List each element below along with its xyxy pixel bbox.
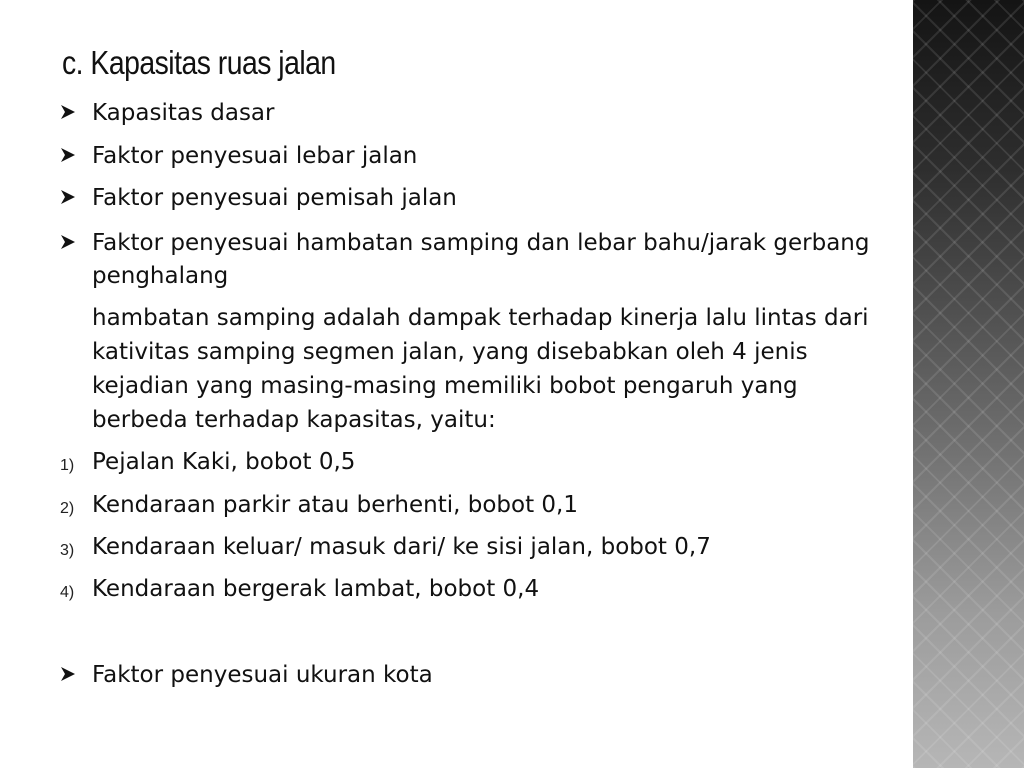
arrowhead-bullet-icon	[60, 182, 80, 214]
numbered-item: Kendaraan bergerak lambat, bobot 0,4	[92, 576, 540, 602]
numbered-item: Kendaraan keluar/ masuk dari/ ke sisi jalan, bobot 0,7	[92, 534, 711, 560]
paragraph-line: kejadian yang masing-masing memiliki bobot pengaruh yang	[92, 373, 798, 399]
paragraph-line: hambatan samping adalah dampak terhadap kinerja lalu lintas dari	[92, 305, 869, 331]
arrowhead-bullet-icon	[60, 659, 80, 691]
bullet-item-continuation: penghalang	[92, 263, 229, 289]
slide-title: c. Kapasitas ruas jalan	[62, 44, 336, 81]
paragraph-line: berbeda terhadap kapasitas, yaitu:	[92, 407, 496, 433]
paragraph-line: kativitas samping segmen jalan, yang disebabkan oleh 4 jenis	[92, 339, 808, 365]
list-number: 4)	[60, 584, 75, 601]
bullet-item: Faktor penyesuai hambatan samping dan lebar bahu/jarak gerbang	[92, 230, 870, 256]
bullet-item: Faktor penyesuai pemisah jalan	[92, 185, 457, 211]
bullet-item: Kapasitas dasar	[92, 100, 275, 126]
list-number: 1)	[60, 457, 75, 474]
numbered-item: Kendaraan parkir atau berhenti, bobot 0,1	[92, 492, 578, 518]
list-number: 3)	[60, 542, 75, 559]
arrowhead-bullet-icon	[60, 227, 80, 259]
arrowhead-bullet-icon	[60, 140, 80, 172]
numbered-item: Pejalan Kaki, bobot 0,5	[92, 449, 356, 475]
list-number: 2)	[60, 500, 75, 517]
arrowhead-bullet-icon	[60, 97, 80, 129]
bullet-item: Faktor penyesuai ukuran kota	[92, 662, 433, 688]
bullet-item: Faktor penyesuai lebar jalan	[92, 143, 418, 169]
